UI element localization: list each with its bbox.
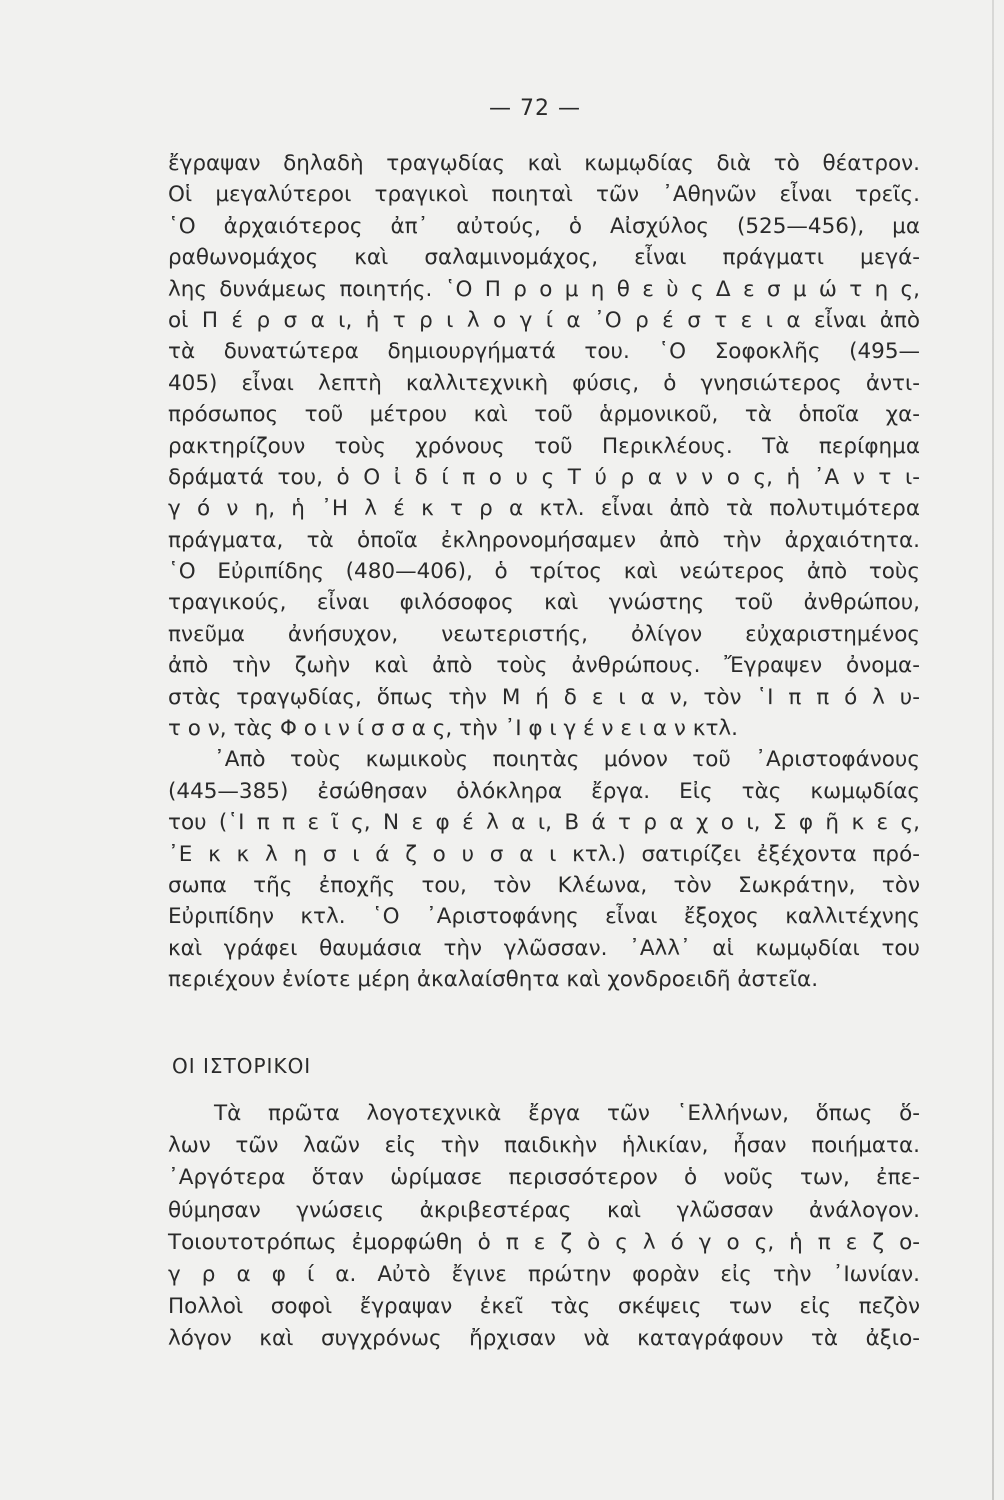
paragraph-comedians (168, 744, 920, 995)
text-line: του (῾Ι π π ε ῖ ς, Ν ε φ έ λ α ι, Β ά τ ρ α χ ο ι, Σ φ ῆ κ ε ς, (168, 810, 920, 836)
text-line: 405) εἶναι λεπτὴ καλλιτεχνικὴ φύσις, ὁ γνησιώτερος ἀντι- (168, 370, 920, 396)
text-line: γ ρ α φ ί α. Αὐτὸ ἔγινε πρώτην φορὰν εἰς τὴν ᾽Ιωνίαν. (168, 1261, 920, 1287)
text-line: Πολλοὶ σοφοὶ ἔγραψαν ἐκεῖ τὰς σκέψεις των εἰς πεζὸν (168, 1294, 920, 1320)
text-line: Εὐριπίδην κτλ. ῾Ο ᾽Αριστοφάνης εἶναι ἔξοχος καλλιτέχνης (168, 904, 920, 930)
text-line: σωπα τῆς ἐποχῆς του, τὸν Κλέωνα, τὸν Σωκράτην, τὸν (168, 872, 920, 898)
text-line: ρακτηρίζουν τοὺς χρόνους τοῦ Περικλέους. Τὰ περίφημα (168, 433, 920, 459)
text-line: ῾Ο ἀρχαιότερος ἀπ᾽ αὐτούς, ὁ Αἰσχύλος (525—456), μα (168, 213, 920, 239)
text-line: λόγον καὶ συγχρόνως ἤρχισαν νὰ καταγράφουν τὰ ἀξιο- (168, 1326, 920, 1352)
text-line: πνεῦμα ἀνήσυχον, νεωτεριστής, ὀλίγον εὐχαριστημένος (168, 621, 920, 647)
page-number: — 72 — (489, 96, 581, 121)
text-line: γ ό ν η, ἡ ᾽Η λ έ κ τ ρ α κτλ. εἶναι ἀπὸ τὰ πολυτιμότερα (168, 496, 920, 522)
text-line: ᾽Ε κ κ λ η σ ι ά ζ ο υ σ α ι κτλ.) σατιρίζει ἐξέχοντα πρό- (168, 841, 920, 867)
text-line: πρόσωπος τοῦ μέτρου καὶ τοῦ ἁρμονικοῦ, τὰ ὁποῖα χα- (168, 402, 920, 428)
text-line: λης δυνάμεως ποιητής. ῾Ο Π ρ ο μ η θ ε ὺ ς Δ ε σ μ ώ τ η ς, (168, 276, 920, 302)
text-line: τραγικούς, εἶναι φιλόσοφος καὶ γνώστης τοῦ ἀνθρώπου, (168, 590, 920, 616)
text-line: ραθωνομάχος καὶ σαλαμινομάχος, εἶναι πράγματι μεγά- (168, 245, 920, 271)
text-line: ῾Ο Εὐριπίδης (480—406), ὁ τρίτος καὶ νεώτερος ἀπὸ τοὺς (168, 559, 920, 585)
text-line: πράγματα, τὰ ὁποῖα ἐκληρονομήσαμεν ἀπὸ τὴν ἀρχαιότητα. (168, 527, 920, 553)
text-line: Τοιουτοτρόπως ἐμορφώθη ὁ π ε ζ ὸ ς λ ό γ ο ς, ἡ π ε ζ ο- (168, 1229, 920, 1255)
paragraph-tragedians (168, 148, 920, 744)
text-line: θύμησαν γνώσεις ἀκριβεστέρας καὶ γλῶσσαν ἀνάλογον. (168, 1197, 920, 1223)
text-line: λων τῶν λαῶν εἰς τὴν παιδικὴν ἡλικίαν, ἦσαν ποιήματα. (168, 1133, 920, 1159)
text-line: περιέχουν ἐνίοτε μέρη ἀκαλαίσθητα καὶ χονδροειδῆ ἀστεῖα. (168, 967, 819, 993)
text-line: καὶ γράφει θαυμάσια τὴν γλῶσσαν. ᾽Αλλ᾽ αἱ κωμῳδίαι του (168, 935, 920, 961)
body-text-upper (168, 148, 920, 996)
text-line: στὰς τραγῳδίας, ὅπως τὴν Μ ή δ ε ι α ν, τὸν ῾Ι π π ό λ υ- (168, 684, 920, 710)
text-line: οἱ Π έ ρ σ α ι, ἡ τ ρ ι λ ο γ ί α ᾽Ο ρ έ σ τ ε ι α εἶναι ἀπὸ (168, 307, 920, 333)
text-line: δράματά του, ὁ Ο ἰ δ ί π ο υ ς Τ ύ ρ α ν ν ο ς, ἡ ᾽Α ν τ ι- (168, 464, 920, 490)
section-heading: ΟΙ ΙΣΤΟΡΙΚΟΙ (172, 1054, 312, 1078)
text-line: (445—385) ἐσώθησαν ὁλόκληρα ἔργα. Εἰς τὰς κωμῳδίας (168, 778, 920, 804)
page-edge-divider (992, 0, 994, 1500)
text-line: Οἱ μεγαλύτεροι τραγικοὶ ποιηταὶ τῶν ᾽Αθηνῶν εἶναι τρεῖς. (168, 182, 920, 208)
text-line: ᾽Αργότερα ὅταν ὡρίμασε περισσότερον ὁ νοῦς των, ἐπε- (168, 1165, 920, 1191)
text-line: τὰ δυνατώτερα δημιουργήματά του. ῾Ο Σοφοκλῆς (495— (168, 339, 920, 365)
text-line: ἀπὸ τὴν ζωὴν καὶ ἀπὸ τοὺς ἀνθρώπους. Ἔγραψεν ὀνομα- (168, 653, 920, 679)
body-text-lower (168, 1098, 920, 1356)
text-line: ἔγραψαν δηλαδὴ τραγῳδίας καὶ κωμῳδίας διὰ τὸ θέατρον. (168, 151, 920, 176)
text-line: τ ο ν, τὰς Φ ο ι ν ί σ σ α ς, τὴν ᾽Ι φ ι γ έ ν ε ι α ν κτλ. (168, 716, 738, 742)
text-line: ᾽Απὸ τοὺς κωμικοὺς ποιητὰς μόνον τοῦ ᾽Αριστοφάνους (214, 747, 920, 773)
text-line: Τὰ πρῶτα λογοτεχνικὰ ἔργα τῶν ῾Ελλήνων, ὅπως ὅ- (214, 1101, 920, 1126)
